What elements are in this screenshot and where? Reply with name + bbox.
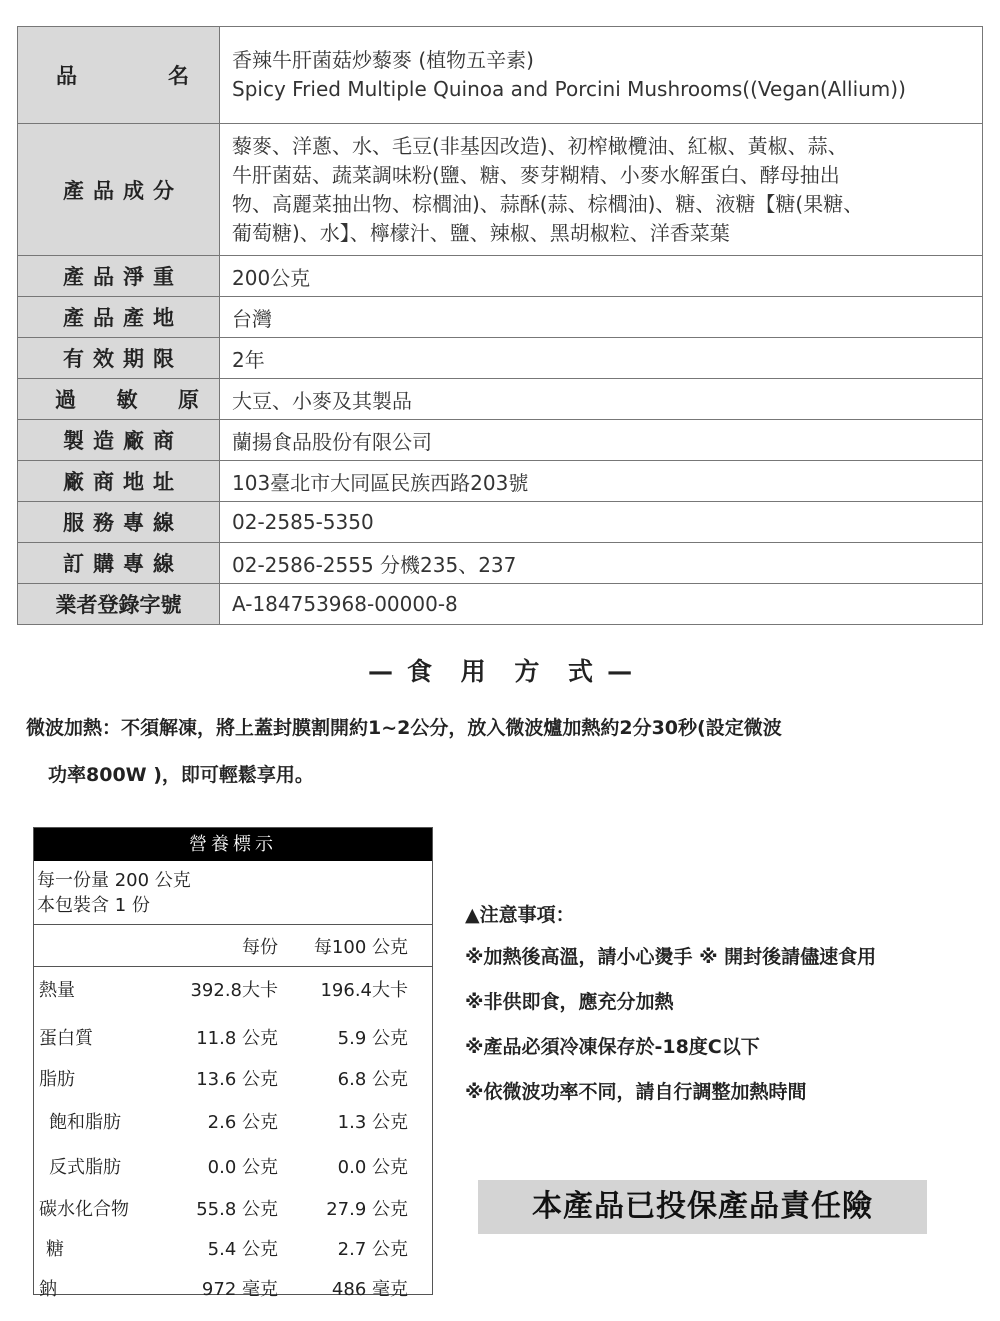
nutrient-per: 392.8大卡 [190,979,278,1001]
info-row-name [18,27,983,124]
weight-label: 產品淨重 [18,256,220,297]
origin-value: 台灣 [220,297,983,338]
nutrition-title: 營養標示 [34,828,432,861]
note-item: ※非供即食，應充分加熱 [465,991,674,1013]
nutrition-table [33,827,433,1300]
nutrient-per: 55.8 公克 [196,1199,278,1220]
nutrient-per: 5.4 公克 [207,1239,278,1260]
origin-label: 產品產地 [18,297,220,338]
col-per-100g: 每100 公克 [313,936,408,958]
info-row-order [18,543,983,584]
registration-label: 業者登錄字號 [18,584,220,625]
nutrient-per100: 486 毫克 [331,1279,408,1300]
nutrient-per100: 0.0 公克 [337,1156,408,1178]
info-row-origin [18,297,983,338]
nutrient-per100: 196.4大卡 [320,979,408,1001]
nutrition-row [34,1188,432,1228]
nutrient-name: 飽和脂肪 [49,1111,121,1133]
allergen-label-char: 原 [178,388,199,412]
usage-line: 微波加熱：不須解凍，將上蓋封膜割開約1~2公分，放入微波爐加熱約2分30秒(設定微波 [26,717,782,739]
info-row-registration [18,584,983,625]
nutrient-per: 13.6 公克 [196,1069,278,1090]
nutrition-row [34,1143,432,1188]
nutrient-name: 蛋白質 [39,1027,93,1049]
ingredients-line: 葡萄糖)、水】、檸檬汁、鹽、辣椒、黑胡椒粒、洋香菜葉 [232,220,730,245]
info-row-weight [18,256,983,297]
note-item: ※產品必須冷凍保存於-18度C以下 [465,1036,760,1058]
nutrient-per100: 5.9 公克 [337,1027,408,1049]
product-info-table [17,26,983,625]
nutrition-row [34,1098,432,1143]
address-value: 103臺北市大同區民族西路203號 [220,461,983,502]
nutrient-name: 反式脂肪 [49,1156,121,1178]
nutrient-name: 熱量 [39,979,75,1001]
weight-value: 200公克 [220,256,983,297]
service-value: 02-2585-5350 [220,502,983,543]
usage-title: — 食 用 方 式 — [367,657,633,686]
nutrient-name: 脂肪 [39,1069,75,1090]
nutrition-row [34,1228,432,1268]
nutrition-row [34,1015,432,1058]
nutrient-per: 972 毫克 [201,1279,278,1300]
allergen-label-char: 敏 [116,388,138,412]
info-row-allergen [18,379,983,420]
product-name-zh: 香辣牛肝菌菇炒藜麥 (植物五辛素) [232,48,534,72]
name-label-char: 品 [56,64,77,88]
info-row-address [18,461,983,502]
service-label: 服務專線 [18,502,220,543]
manufacturer-label: 製造廠商 [18,420,220,461]
info-row-service [18,502,983,543]
nutrient-name: 鈉 [39,1279,57,1300]
usage-line: 功率800W )，即可輕鬆享用。 [48,764,314,786]
note-item: ※依微波功率不同，請自行調整加熱時間 [465,1081,807,1103]
product-name-en: Spicy Fried Multiple Quinoa and Porcini Mushrooms((Vegan(Allium)) [232,77,906,101]
allergen-value: 大豆、小麥及其製品 [220,379,983,420]
registration-value: A-184753968-00000-8 [220,584,983,625]
address-label: 廠商地址 [18,461,220,502]
servings-per-pack: 本包裝含 1 份 [37,895,150,916]
allergen-label [18,379,220,420]
nutrient-per: 11.8 公克 [196,1027,278,1049]
shelf-life-value: 2年 [220,338,983,379]
name-value [220,27,983,124]
nutrition-header [34,924,432,967]
nutrient-per100: 2.7 公克 [337,1239,408,1260]
nutrition-row [34,1268,432,1308]
notes [465,895,985,1115]
usage-title-text: 食 用 方 式 [406,657,604,686]
nutrient-per: 2.6 公克 [207,1111,278,1133]
nutrient-per100: 6.8 公克 [337,1069,408,1090]
ingredients-line: 藜麥、洋蔥、水、毛豆(非基因改造)、初榨橄欖油、紅椒、黃椒、蒜、 [232,133,848,158]
insurance-banner: 本產品已投保產品責任險 [478,1180,927,1234]
nutrition-serving [34,861,432,924]
note-item: ※加熱後高溫，請小心燙手 ※ 開封後請儘速食用 [465,946,877,968]
nutrient-per100: 1.3 公克 [337,1111,408,1133]
nutrient-per100: 27.9 公克 [326,1199,408,1220]
serving-size: 每一份量 200 公克 [37,870,191,891]
nutrition-row [34,967,432,1010]
info-row-ingredients [18,124,983,256]
shelf-life-label: 有效期限 [18,338,220,379]
nutrition-row [34,1058,432,1098]
notes-title: ▲注意事項： [465,904,575,926]
name-label-char: 名 [168,64,189,88]
usage-text [26,705,976,799]
info-row-shelf-life [18,338,983,379]
nutrient-name: 糖 [46,1239,64,1260]
manufacturer-value: 蘭揚食品股份有限公司 [220,420,983,461]
name-label [18,27,220,124]
nutrient-name: 碳水化合物 [39,1199,129,1220]
order-value: 02-2586-2555 分機235、237 [220,543,983,584]
ingredients-line: 牛肝菌菇、蔬菜調味粉(鹽、糖、麥芽糊精、小麥水解蛋白、酵母抽出 [232,162,840,187]
col-per-serving: 每份 [242,936,278,958]
ingredients-label: 產品成分 [18,124,220,256]
allergen-label-char: 過 [55,388,76,412]
nutrient-per: 0.0 公克 [207,1156,278,1178]
info-row-manufacturer [18,420,983,461]
ingredients-line: 物、高麗菜抽出物、棕櫚油)、蒜酥(蒜、棕櫚油)、糖、液糖【糖(果糖、 [232,191,864,216]
order-label: 訂購專線 [18,543,220,584]
ingredients-value [220,124,983,256]
